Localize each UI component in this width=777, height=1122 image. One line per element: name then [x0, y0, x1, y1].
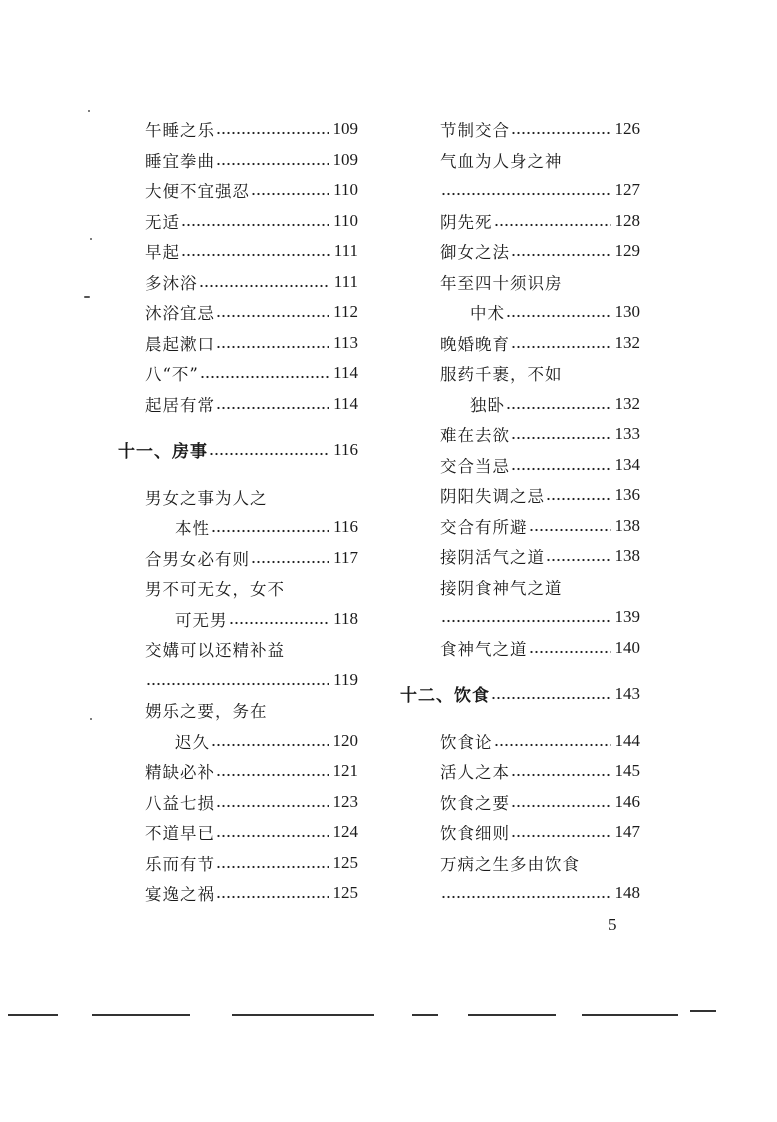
- toc-entry-title: 饮食论: [440, 732, 493, 752]
- toc-entry-title: 御女之法: [440, 243, 510, 262]
- toc-entry: [145, 210, 358, 232]
- toc-entry-title: 宴逸之祸: [145, 885, 215, 904]
- toc-entry: [145, 240, 358, 262]
- scan-speck: [88, 110, 90, 112]
- dot-leader: [511, 118, 611, 140]
- dot-leader: [494, 730, 611, 752]
- toc-page-number: 125: [332, 883, 358, 902]
- toc-entry-title: 早起: [145, 243, 180, 262]
- toc-entry-title: 无适: [145, 212, 180, 232]
- toc-entry: [440, 730, 640, 752]
- toc-page-number: 130: [614, 302, 640, 321]
- dot-leader: [216, 118, 329, 140]
- toc-entry: [440, 637, 640, 659]
- dot-leader: [511, 791, 611, 813]
- toc-entry: [145, 118, 358, 140]
- toc-entry: [145, 179, 358, 201]
- toc-entry-title: 合男女必有则: [145, 549, 250, 569]
- toc-page-number: 124: [332, 822, 358, 841]
- toc-entry-title: 乐而有节: [145, 854, 215, 874]
- scan-artifact-line: [412, 1014, 438, 1016]
- toc-entry: [145, 149, 358, 171]
- toc-page-number: 140: [614, 637, 640, 657]
- toc-chapter-heading: [118, 439, 358, 461]
- toc-page-number: 138: [614, 515, 640, 535]
- dot-leader: [251, 547, 329, 569]
- dot-leader: [529, 637, 611, 659]
- toc-entry-title: 男不可无女，女不: [145, 580, 285, 599]
- toc-page-number: 121: [332, 761, 358, 780]
- toc-entry: [145, 547, 358, 569]
- toc-entry-title: 万病之生多由饮食: [440, 854, 580, 874]
- toc-entry: [440, 821, 640, 843]
- toc-page-number: 146: [614, 791, 640, 811]
- toc-page-number: 113: [333, 332, 358, 352]
- toc-entry: [440, 606, 640, 628]
- dot-leader: [211, 730, 329, 752]
- toc-entry-title: 精缺必补: [145, 763, 215, 782]
- dot-leader: [546, 545, 611, 567]
- toc-entry-title: 中术: [470, 304, 505, 323]
- toc-entry-title: 难在去欲: [440, 426, 510, 445]
- toc-entry: [440, 149, 563, 171]
- dot-leader: [511, 821, 611, 843]
- toc-page-number: 112: [333, 302, 358, 321]
- toc-entry-title: 晚婚晚育: [440, 334, 510, 354]
- scan-speck: [90, 238, 92, 240]
- dot-leader: [216, 393, 329, 415]
- dot-leader: [181, 240, 330, 262]
- toc-page-number: 114: [333, 393, 358, 413]
- toc-page-number: 132: [614, 332, 640, 352]
- toc-entry-title: 独卧: [470, 395, 505, 415]
- toc-entry-title: 十一、房事: [118, 442, 208, 462]
- toc-entry-title: 本性: [175, 519, 210, 538]
- dot-leader: [216, 760, 329, 782]
- toc-entry: [440, 332, 640, 354]
- dot-leader: [511, 240, 611, 262]
- dot-leader: [216, 332, 329, 354]
- toc-page-number: 138: [614, 546, 640, 565]
- toc-page-number: 128: [614, 210, 640, 230]
- toc-entry: [145, 271, 358, 293]
- toc-page-number: 110: [333, 210, 358, 230]
- toc-page-number: 123: [332, 791, 358, 811]
- dot-leader: [146, 669, 329, 691]
- toc-page-number: 132: [614, 393, 640, 413]
- dot-leader: [506, 301, 611, 323]
- toc-entry: [145, 301, 358, 323]
- dot-leader: [216, 882, 329, 904]
- toc-entry: [145, 362, 358, 384]
- toc-entry-title: 节制交合: [440, 121, 510, 140]
- toc-entry: [145, 486, 268, 508]
- toc-entry: [145, 760, 358, 782]
- toc-page-number: 127: [614, 180, 640, 199]
- toc-page-number: 147: [614, 822, 640, 841]
- toc-entry: [145, 791, 358, 813]
- toc-entry-title: 饮食之要: [440, 793, 510, 813]
- toc-entry-title: 接阴食神气之道: [440, 578, 563, 598]
- scan-artifact-line: [582, 1014, 678, 1016]
- toc-page-number: 118: [333, 608, 358, 628]
- scan-speck: [90, 718, 92, 720]
- toc-page-number: 111: [333, 241, 358, 260]
- page-number: 5: [608, 915, 617, 934]
- toc-entry-title: 可无男: [175, 610, 228, 630]
- dot-leader: [546, 484, 611, 506]
- toc-entry: [440, 852, 580, 874]
- toc-entry: [145, 669, 358, 691]
- dot-leader: [529, 515, 611, 537]
- dot-leader: [494, 210, 611, 232]
- dot-leader: [216, 821, 329, 843]
- dot-leader: [229, 608, 330, 630]
- toc-entry: [440, 210, 640, 232]
- toc-entry-title: 饮食细则: [440, 824, 510, 843]
- dot-leader: [209, 439, 329, 461]
- toc-page-number: 139: [614, 607, 640, 626]
- scan-artifact-line: [468, 1014, 556, 1016]
- toc-entry-title: 食神气之道: [440, 639, 528, 659]
- toc-entry: [440, 179, 640, 201]
- toc-entry: [440, 791, 640, 813]
- toc-entry: [440, 271, 563, 293]
- toc-entry-title: 沐浴宜忌: [145, 304, 215, 323]
- dot-leader: [211, 516, 329, 538]
- dot-leader: [216, 149, 329, 171]
- toc-entry-title: 接阴活气之道: [440, 548, 545, 567]
- toc-entry-title: 睡宜拳曲: [145, 151, 215, 171]
- toc-entry-title: 午睡之乐: [145, 121, 215, 140]
- toc-page-number: 148: [614, 883, 640, 902]
- toc-page-number: 143: [614, 683, 640, 703]
- toc-page-number: 136: [614, 485, 640, 504]
- toc-entry: [145, 332, 358, 354]
- toc-page-number: 117: [333, 547, 358, 567]
- toc-entry-title: 交合当忌: [440, 456, 510, 476]
- toc-entry-title: 男女之事为人之: [145, 488, 268, 508]
- dot-leader: [491, 683, 611, 705]
- toc-chapter-heading: [400, 683, 640, 705]
- toc-entry: [440, 454, 640, 476]
- toc-page-number: 125: [332, 852, 358, 872]
- dot-leader: [511, 332, 611, 354]
- toc-page-number: 114: [333, 363, 358, 382]
- toc-entry-title: 娚乐之要，务在: [145, 702, 268, 721]
- toc-entry: [175, 516, 358, 538]
- dot-leader: [200, 362, 329, 384]
- toc-entry: [440, 423, 640, 445]
- toc-entry-title: 交合有所避: [440, 517, 528, 537]
- toc-entry: [440, 362, 563, 384]
- toc-entry: [175, 730, 358, 752]
- dot-leader: [216, 852, 329, 874]
- toc-entry-title: 服药千裹，不如: [440, 365, 563, 384]
- toc-page-number: 111: [333, 271, 358, 291]
- dot-leader: [441, 179, 611, 201]
- toc-page-number: 120: [332, 730, 358, 750]
- dot-leader: [441, 882, 611, 904]
- toc-entry-title: 活人之本: [440, 763, 510, 782]
- toc-page-number: 144: [614, 730, 640, 750]
- toc-entry: [145, 638, 285, 660]
- toc-entry: [440, 118, 640, 140]
- toc-entry: [470, 301, 640, 323]
- toc-entry: [440, 545, 640, 567]
- toc-entry: [440, 484, 640, 506]
- toc-page-number: 133: [614, 424, 640, 443]
- toc-entry: [145, 699, 268, 721]
- toc-page-number: 134: [614, 454, 640, 474]
- toc-entry-title: 迟久: [175, 732, 210, 752]
- toc-entry: [440, 515, 640, 537]
- toc-entry-title: 八益七损: [145, 793, 215, 813]
- toc-page-number: 126: [614, 119, 640, 138]
- toc-page-number: 109: [332, 149, 358, 169]
- toc-page-number: 119: [333, 669, 358, 689]
- toc-page-number: 109: [332, 119, 358, 138]
- toc-page-number: 116: [333, 517, 358, 536]
- dot-leader: [511, 423, 611, 445]
- toc-entry: [440, 760, 640, 782]
- toc-entry: [145, 393, 358, 415]
- toc-entry: [175, 608, 358, 630]
- toc-entry-title: 晨起漱口: [145, 334, 215, 354]
- dot-leader: [511, 454, 611, 476]
- scan-artifact-line: [92, 1014, 190, 1016]
- toc-entry: [145, 577, 285, 599]
- toc-entry-title: 起居有常: [145, 395, 215, 415]
- toc-entry: [440, 882, 640, 904]
- toc-entry: [440, 576, 563, 598]
- scan-artifact-line: [8, 1014, 58, 1016]
- toc-entry: [145, 821, 358, 843]
- toc-entry: [440, 240, 640, 262]
- dot-leader: [441, 606, 611, 628]
- dot-leader: [199, 271, 330, 293]
- toc-entry-title: 不道早已: [145, 824, 215, 843]
- dot-leader: [181, 210, 329, 232]
- toc-entry-title: 八“不”: [145, 365, 199, 384]
- dot-leader: [511, 760, 611, 782]
- dot-leader: [506, 393, 611, 415]
- toc-entry-title: 大便不宜强忍: [145, 182, 250, 201]
- toc-entry-title: 气血为人身之神: [440, 151, 563, 171]
- toc-page-number: 145: [614, 761, 640, 780]
- toc-entry: [145, 852, 358, 874]
- scan-artifact-line: [232, 1014, 374, 1016]
- scan-speck: [84, 296, 90, 298]
- toc-page-number: 116: [333, 439, 358, 459]
- toc-entry-title: 十二、饮食: [400, 686, 490, 706]
- dot-leader: [251, 179, 329, 201]
- dot-leader: [216, 791, 329, 813]
- toc-entry-title: 多沐浴: [145, 273, 198, 293]
- toc-entry-title: 交媾可以还精补益: [145, 641, 285, 660]
- scan-artifact-line: [690, 1010, 716, 1012]
- toc-entry-title: 阴先死: [440, 212, 493, 232]
- toc-entry-title: 年至四十须识房: [440, 273, 563, 293]
- dot-leader: [216, 301, 329, 323]
- toc-entry-title: 阴阳失调之忌: [440, 487, 545, 506]
- toc-entry: [470, 393, 640, 415]
- toc-page-number: 129: [614, 241, 640, 260]
- toc-entry: [145, 882, 358, 904]
- toc-page-number: 110: [333, 180, 358, 199]
